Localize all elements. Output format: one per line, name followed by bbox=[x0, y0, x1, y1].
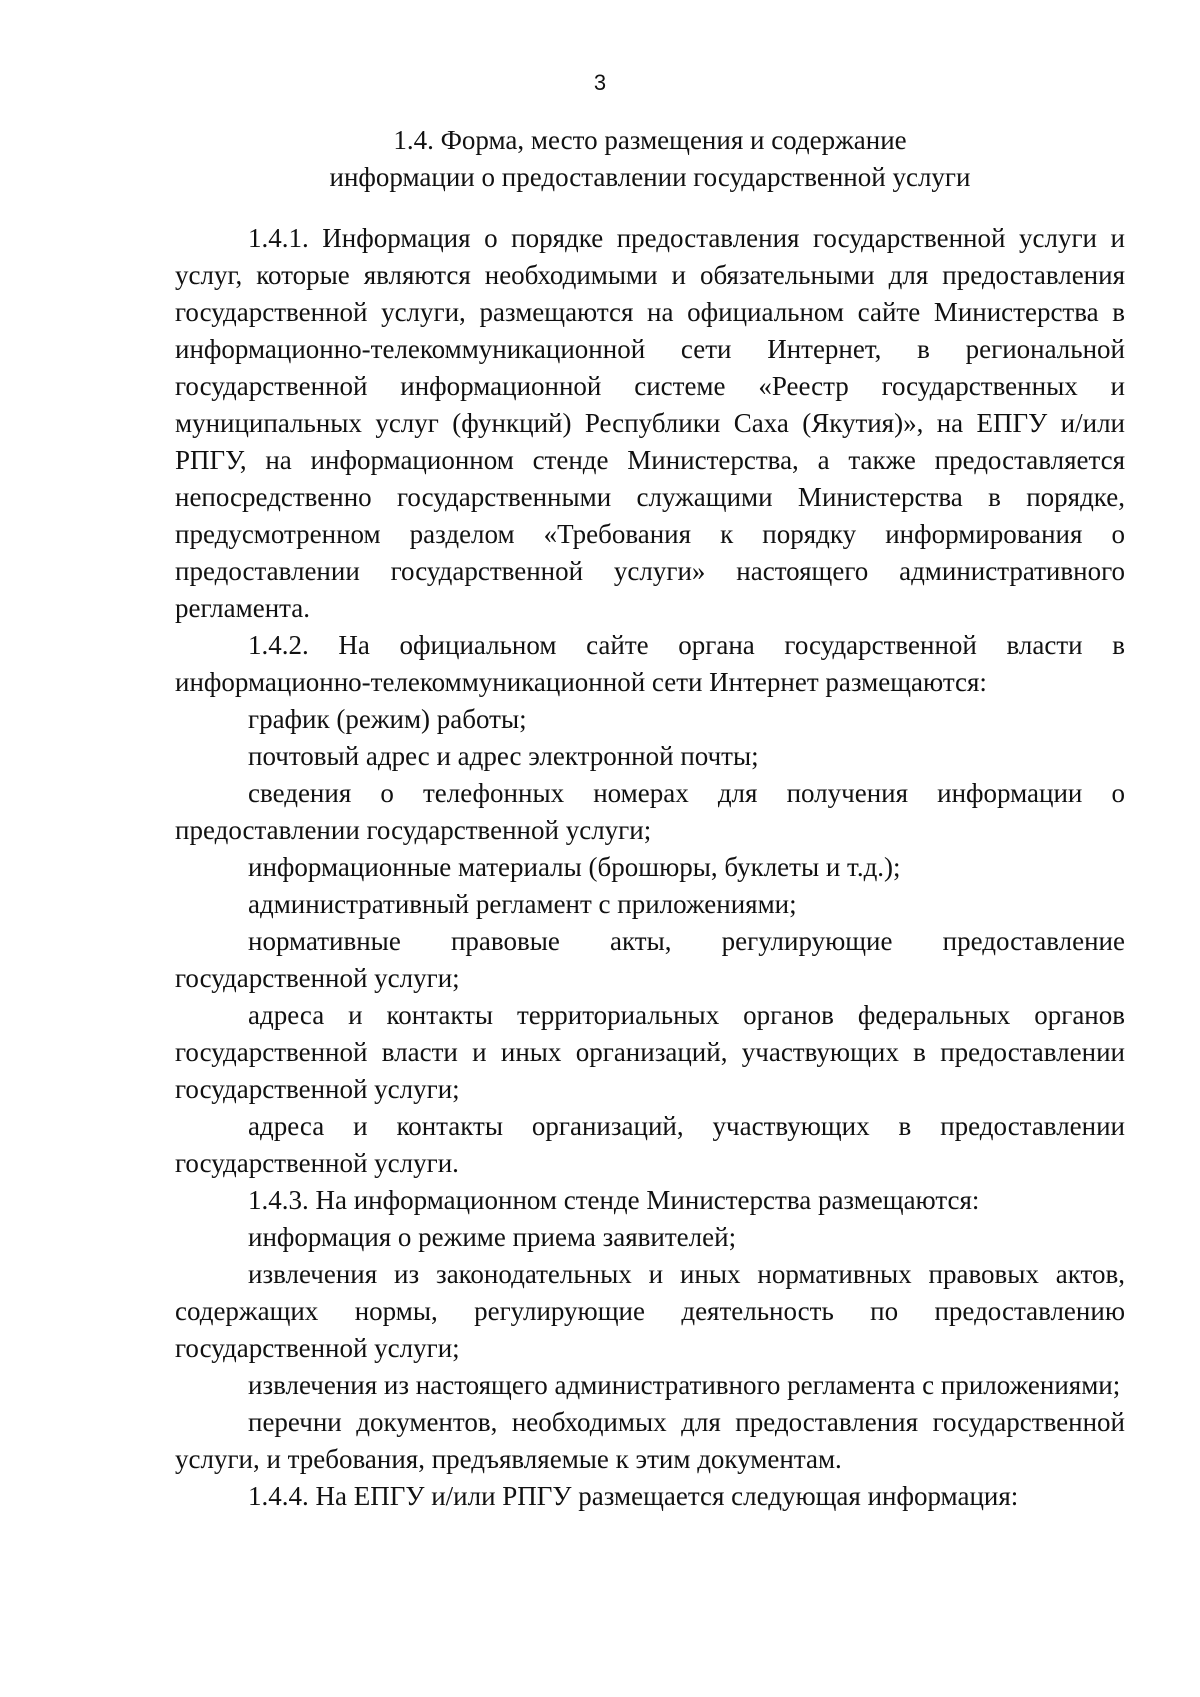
list-item: адреса и контакты территориальных органов федеральных органов государственной власти и иных организаций, участвующих в предоставлении государственной услуги; bbox=[175, 1000, 1125, 1104]
page-number: 3 bbox=[593, 70, 607, 95]
list-item: адреса и контакты организаций, участвующих в предоставлении государственной услуги. bbox=[175, 1111, 1125, 1178]
list-item: информация о режиме приема заявителей; bbox=[248, 1222, 737, 1252]
document-body bbox=[175, 220, 1125, 1515]
section-heading-line-2: информации о предоставлении государственной услуги bbox=[329, 162, 971, 192]
paragraph-1-4-3: 1.4.3. На информационном стенде Министерства размещаются: bbox=[248, 1185, 980, 1215]
paragraph-1-4-2: 1.4.2. На официальном сайте органа государственной власти в информационно-телекоммуникационной сети Интернет размещаются: bbox=[175, 630, 1125, 697]
list-item: перечни документов, необходимых для предоставления государственной услуги, и требования, предъявляемые к этим документам. bbox=[175, 1407, 1125, 1474]
list-item: сведения о телефонных номерах для получения информации о предоставлении государственной услуги; bbox=[175, 778, 1125, 845]
list-item: извлечения из законодательных и иных нормативных правовых актов, содержащих нормы, регулирующие деятельность по предоставлению государственной услуги; bbox=[175, 1259, 1125, 1363]
section-heading-line-1: 1.4. Форма, место размещения и содержание bbox=[393, 125, 907, 155]
list-item: извлечения из настоящего административного регламента с приложениями; bbox=[248, 1370, 1121, 1400]
list-item: график (режим) работы; bbox=[248, 704, 527, 734]
paragraph-1-4-1: 1.4.1. Информация о порядке предоставления государственной услуги и услуг, которые являются необходимыми и обязательными для предоставления государственной услуги, размещаются на официальном сайте Министерства в информационно-телекоммуникационной сети Интернет, в региональной государственной информационной системе «Реестр государственных и муниципальных услуг (функций) Республики Саха (Якутия)», на ЕПГУ и/или РПГУ, на информационном стенде Министерства, а также предоставляется непосредственно государственными служащими Министерства в порядке, предусмотренном разделом «Требования к порядку информирования о предоставлении государственной услуги» настоящего административного регламента. bbox=[175, 223, 1125, 623]
section-heading bbox=[175, 122, 1125, 196]
list-item: почтовый адрес и адрес электронной почты; bbox=[248, 741, 759, 771]
list-item: нормативные правовые акты, регулирующие предоставление государственной услуги; bbox=[175, 926, 1125, 993]
paragraph-1-4-4: 1.4.4. На ЕПГУ и/или РПГУ размещается следующая информация: bbox=[248, 1481, 1019, 1511]
list-item: информационные материалы (брошюры, буклеты и т.д.); bbox=[248, 852, 901, 882]
list-item: административный регламент с приложениями; bbox=[248, 889, 797, 919]
